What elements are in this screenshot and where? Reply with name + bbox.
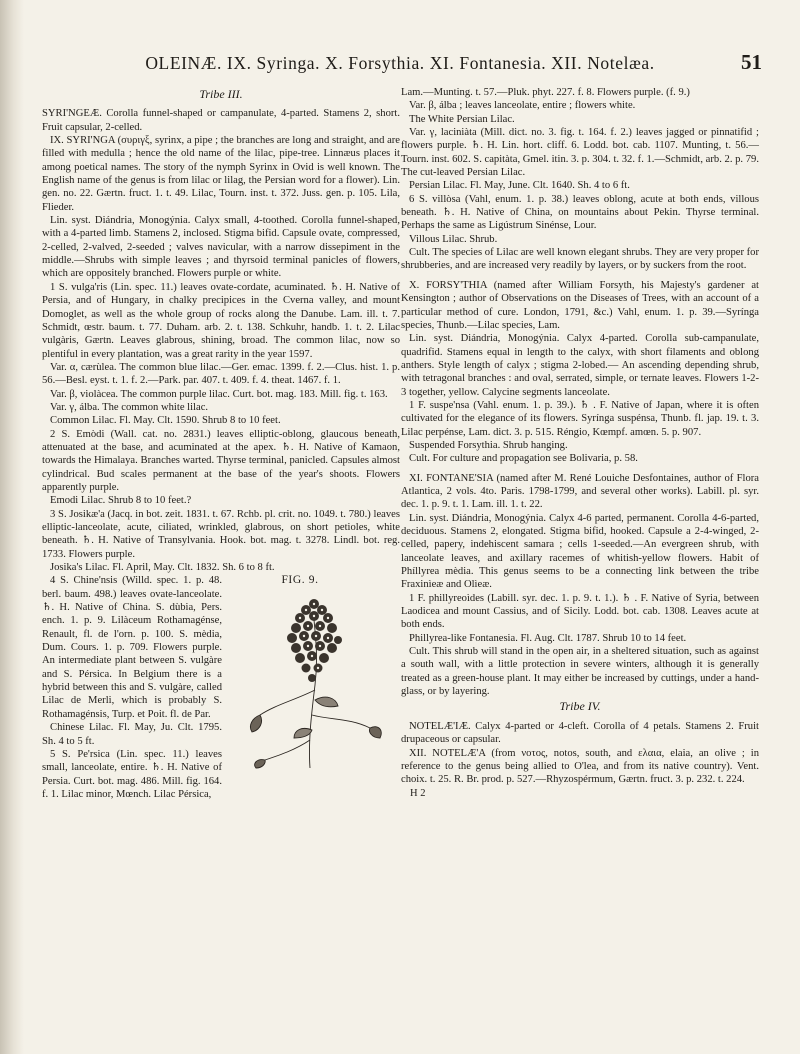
paragraph: Villous Lilac. Shrub. bbox=[409, 233, 498, 245]
paragraph: Var. α, cærùlea. The common blue lilac.—Ger. emac. 1399. f. 2.—Clus. hist. 1. p. 56.—Besl. eyst. t. 1. f. 2.—Park. par. 407. t. 409. f. 4. theat. 1467. f. 1. bbox=[42, 361, 400, 387]
tribe-heading: Tribe IV. bbox=[559, 699, 601, 714]
figure-9 bbox=[230, 574, 400, 774]
paragraph: The White Persian Lilac. bbox=[409, 113, 515, 125]
paragraph: X. FORSY'THIA (named after William Forsyth, his Majesty's gardener at Kensington ; author of Observations on the Diseases of Trees, with an account of a particular method of cure. London, 1791, &c.) Vahl, enum. 1. p. 39.—Syrínga species, Thunb.—Lilac species, Lam. bbox=[401, 279, 759, 331]
paragraph: Lin. syst. Diándria, Monogýnia. Calyx 4-parted. Corolla sub-campanulate, quadrifid. Stamens equal in length to the calyx, with short filaments and oblong anthers. Style length of calyx ; stigma 2-lobed.— An ascending depending shrub, with tetragonal branches : and oval, serrated, simple, or ternate leaves. Flowers 1-2-3 together, yellow. Calycine segments lanceolate. bbox=[401, 333, 759, 398]
running-head-title: OLEINÆ. IX. Syringa. X. Forsythia. XI. Fontanesia. XII. Notelæa. bbox=[145, 53, 655, 73]
paragraph: Common Lilac. Fl. May. Clt. 1590. Shrub 8 to 10 feet. bbox=[50, 415, 281, 427]
paragraph: Var. β, violàcea. The common purple lilac. Curt. bot. mag. 183. Mill. fig. t. 163. bbox=[50, 388, 388, 400]
paragraph: Josika's Lilac. Fl. April, May. Clt. 1832. Sh. 6 to 8 ft. bbox=[50, 562, 275, 574]
paragraph: XII. NOTELÆ'A (from νοτος, notos, south, and ελαια, elaia, an olive ; in reference to the genus being allied to O'lea, and from its native country). Vent. choix. t. 25. R. Br. prod. p. 527.—Rhyzospérmum, Gærtn. fruct. 3. p. 232. t. 224. bbox=[401, 747, 759, 786]
paragraph: 1 S. vulga'ris (Lin. spec. 11.) leaves ovate-cordate, acuminated. ♄. H. Native of Persia, and of Hungary, in chalky precipices in the Cverna valley, and mount Domoglet, as well as the whole group of rocks along the Danube. Lam. ill. t. 7. Schmidt, œstr. baum. t. 77. Duham. arb. 2. t. 138. Schkuhr, handb. 1. t. 2. Lilac vulgàris, Gærtn. Leaves glabrous, shining, broad. The common lilac, now so plentiful in every plantation, was a great rarity in the year 1597. bbox=[42, 281, 400, 360]
paragraph: IX. SYRI'NGA (συριγξ, syrinx, a pipe ; the branches are long and straight, and are filled with medulla ; hence the old name of the lilac, pipe-tree. Linnæus places it among poetical names. The story of the nymph Syrinx in Ovid is well known. The English name of the genus is from lilac or lilag, the Persian word for a flower). Lin. gen. no. 22. Gærtn. fruct. 1. t. 49. Lilac, Tourn. inst. t. 372. Juss. gen. p. 105. Lila, Flieder. bbox=[42, 135, 400, 213]
paragraph: Persian Lilac. Fl. May, June. Clt. 1640. Sh. 4 to 6 ft. bbox=[409, 180, 630, 192]
paragraph: NOTELÆ'IÆ. Calyx 4-parted or 4-cleft. Corolla of 4 petals. Stamens 2. Fruit drupaceous or capsular. bbox=[401, 720, 759, 746]
paragraph: 4 S. Chine'nsis (Willd. spec. 1. p. 48. berl. baum. 498.) leaves ovate-lanceolate. ♄. H. Native of China. S. dùbia, Pers. ench. 1. p. 9. Lilàceum Rothamagénse, Renault, fl. de l'orn. p. 100. S. mèdia, Dum. Cours. 1. p. 709. Flowers purple. An intermediate plant between S. vulgàre and S. Pérsica. In Belgium there is a hybrid between this and S. vulgàre, called Lilac de Merli, which is probably S. Rothamagénsis, Turp. et Poit. fl. de Par. bbox=[42, 575, 222, 720]
signature-mark: H 2 bbox=[410, 787, 426, 799]
tribe-heading: Tribe III. bbox=[199, 87, 243, 101]
page-number: 51 bbox=[741, 50, 762, 74]
paragraph: Cult. For culture and propagation see Bolivaria, p. 58. bbox=[409, 453, 638, 465]
running-head bbox=[38, 50, 762, 80]
paragraph: XI. FONTANE'SIA (named after M. René Louiche Desfontaines, author of Flora Atlantica, 2 vols. 4to. Paris. 1798-1799, and several other works). Labill. pl. syr. dec. 1. p. 9. t. 1. Lam. ill. 1. t. 22. bbox=[401, 472, 759, 511]
paragraph: 6 S. villòsa (Vahl, enum. 1. p. 38.) leaves oblong, acute at both ends, villous beneath. ♄. H. Native of China, on mountains about Pekin. Thyrse terminal. Perhaps the same as Ligústrum Sinénse, Lour. bbox=[401, 193, 759, 232]
paragraph: SYRI'NGEÆ. Corolla funnel-shaped or campanulate, 4-parted. Stamens 2, short. Fruit capsular, 2-celled. bbox=[42, 108, 400, 133]
paragraph: Chinese Lilac. Fl. May, Ju. Clt. 1795. Sh. 4 to 5 ft. bbox=[42, 722, 222, 747]
page-gutter-shadow bbox=[0, 0, 24, 1054]
paragraph: Phillyrea-like Fontanesia. Fl. Aug. Clt. 1787. Shrub 10 to 14 feet. bbox=[409, 632, 687, 644]
paragraph: Var. β, álba ; leaves lanceolate, entire ; flowers white. bbox=[409, 100, 636, 112]
paragraph: Emodi Lilac. Shrub 8 to 10 feet.? bbox=[50, 495, 192, 507]
right-column bbox=[401, 86, 759, 800]
paragraph: Cult. The species of Lilac are well known elegant shrubs. They are very proper for shrubberies, and are increased very readily by layers, or by suckers from the root. bbox=[401, 247, 759, 272]
paragraph: Suspended Forsythia. Shrub hanging. bbox=[409, 439, 568, 451]
paragraph: 5 S. Pe'rsica (Lin. spec. 11.) leaves small, lanceolate, entire. ♄. H. Native of Persia. Curt. bot. mag. 486. Mill. fig. 164. f. 1. Lilac minor, Mœnch. Lilac Pérsica, bbox=[42, 748, 222, 800]
paragraph: Cult. This shrub will stand in the open air, in a sheltered situation, such as against a south wall, with a little protection in severe winters, although it is generally treated as a green-house plant. It may either be increased by cuttings, under a hand-glass, or by layering. bbox=[401, 646, 759, 698]
paragraph: 1 F. suspe'nsa (Vahl. enum. 1. p. 39.). ♄ . F. Native of Japan, where it is often cultivated for the elegance of its flowers. Syrínga suspénsa, Thunb. fl. jap. 19. t. 3. Lilac perpénse, Lam. dict. 3. p. 515. Réngio, Kœmpf. amœn. 5. p. 907. bbox=[401, 399, 759, 438]
paragraph: Lin. syst. Diándria, Monogýnia. Calyx 4-6 parted, permanent. Corolla 4-6-parted, deciduous. Stamens 2, elongated. Stigma bifid, hooked. Capsule a 2-4-winged, 2-celled, papery, indehiscent samara ; cells 1-seeded.—An evergreen shrub, with lanceolate leaves, and axillary racemes of whitish-yellow flowers. Habit of Phíllyrea mèdia. This genus seems to be a connecting link between the tribe Fraxinìeæ and Olìeæ. bbox=[401, 512, 759, 591]
lilac-illustration bbox=[240, 590, 390, 770]
paragraph: Lam.—Munting. t. 57.—Pluk. phyt. 227. f. 8. Flowers purple. (f. 9.) bbox=[401, 87, 690, 98]
paragraph: 1 F. phillyreoìdes (Labill. syr. dec. 1. p. 9. t. 1.). ♄ . F. Native of Syria, between Laodicea and mount Cassius, and of Sicily. Lodd. bot. cab. 1308. Leaves acute at both ends. bbox=[401, 592, 759, 631]
paragraph: 2 S. Emòdi (Wall. cat. no. 2831.) leaves elliptic-oblong, glaucous beneath, attenuated at the base, and acuminated at the apex. ♄. H. Native of Kamaon, towards the Himalaya. Branches warted. Thyrse terminal, panicled. Capsules almost cylindrical. Bud scales permanent at the base of the year's shoots. Flowers apparently purple. bbox=[42, 428, 400, 493]
paragraph: Lin. syst. Diándria, Monogýnia. Calyx small, 4-toothed. Corolla funnel-shaped, with a 4-parted limb. Stamens 2, inclosed. Stigma bifid. Capsule ovate, compressed, 2-celled, 2-valved, 2-seeded ; valves navicular, with a narrow dissepiment in the middle.—Shrubs with simple leaves ; and thyrsoid terminal panicles of flowers, which are oppositely branched. Flowers purple or white. bbox=[42, 215, 400, 280]
paragraph: 3 S. Josikæ'a (Jacq. in bot. zeit. 1831. t. 67. Rchb. pl. crit. no. 1049. t. 780.) leaves elliptic-lanceolate, acute, ciliated, wrinkled, glabrous, on short petioles, white beneath. ♄. H. Native of Transylvania. Hook. bot. mag. t. 3278. Lindl. bot. reg. 1733. Flowers purple. bbox=[42, 508, 400, 560]
left-column bbox=[42, 86, 400, 801]
paragraph: Var. γ, laciniàta (Mill. dict. no. 3. fig. t. 164. f. 2.) leaves jagged or pinnatifid ; flowers purple. ♄. H. Lin. hort. cliff. 6. Lodd. bot. cab. 1107. Munting, t. 56.—Tourn. inst. 602. S. capitàta, Gmel. itin. 3. p. 304. t. 32. f. 1.—Schmidt, arb. 2. p. 79. The cut-leaved Persian Lilac. bbox=[401, 127, 759, 179]
figure-label: FIG. 9. bbox=[281, 574, 319, 587]
paragraph: Var. γ, álba. The common white lilac. bbox=[50, 401, 209, 413]
